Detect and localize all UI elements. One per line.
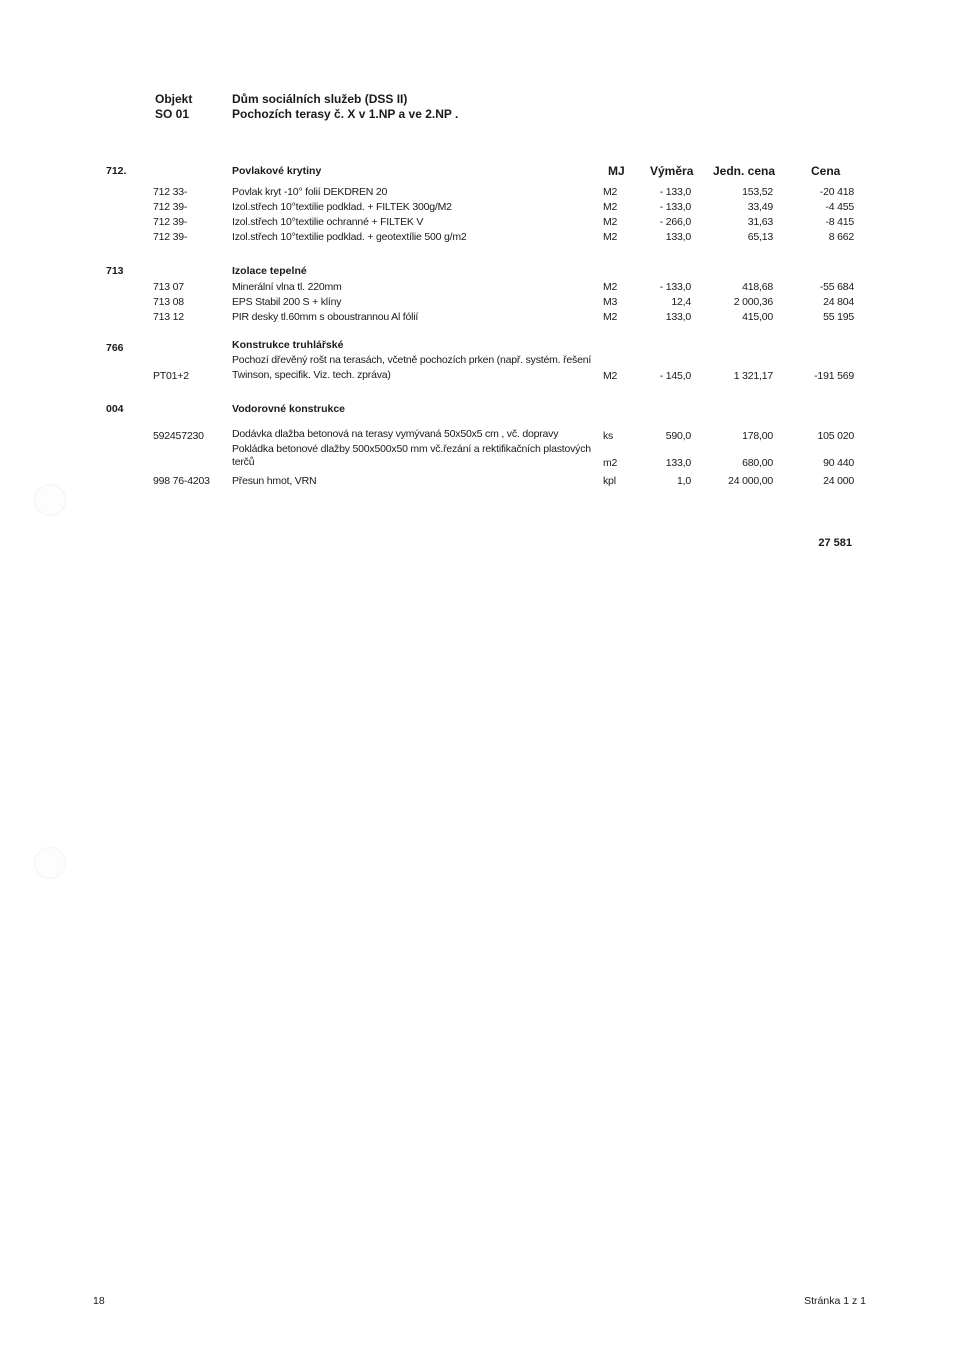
item-description: Minerální vlna tl. 220mm: [232, 281, 342, 293]
item-price: 55 195: [823, 311, 854, 323]
item-code: 712 39-: [153, 216, 188, 228]
section-code: 004: [106, 403, 124, 415]
item-unit: M2: [603, 311, 618, 323]
item-quantity: 1,0: [677, 475, 691, 487]
item-unit: kpl: [603, 475, 616, 487]
section-code: 713: [106, 265, 124, 277]
item-unit-price: 153,52: [742, 186, 773, 198]
item-unit-price: 24 000,00: [728, 475, 773, 487]
item-description: Dodávka dlažba betonová na terasy vymývaná 50x50x5 cm , vč. dopravy: [232, 428, 559, 440]
item-unit-price: 1 321,17: [733, 370, 773, 382]
item-code: 712 39-: [153, 231, 188, 243]
item-quantity: 12,4: [671, 296, 691, 308]
object-label: Objekt: [155, 92, 193, 106]
item-unit: M2: [603, 216, 618, 228]
item-quantity: - 133,0: [659, 186, 691, 198]
section-title: Konstrukce truhlářské: [232, 339, 344, 351]
item-quantity: 133,0: [665, 311, 691, 323]
punch-hole-bottom: [34, 847, 66, 879]
item-quantity: 590,0: [665, 430, 691, 442]
object-code: SO 01: [155, 107, 190, 121]
col-unit-header: MJ: [608, 164, 625, 178]
item-unit-price: 31,63: [747, 216, 773, 228]
item-unit: M2: [603, 201, 618, 213]
item-unit-price: 33,49: [747, 201, 773, 213]
item-quantity: 133,0: [665, 231, 691, 243]
item-code: 713 07: [153, 281, 184, 293]
item-description: Twinson, specifik. Viz. tech. zpráva): [232, 369, 391, 381]
item-quantity: - 145,0: [659, 370, 691, 382]
item-description: PIR desky tl.60mm s oboustrannou Al fólií: [232, 311, 419, 323]
item-description: Povlak kryt -10° folií DEKDREN 20: [232, 186, 388, 198]
item-unit: M2: [603, 231, 618, 243]
page-number: 18: [93, 1295, 105, 1307]
section-title: Izolace tepelné: [232, 265, 307, 277]
document-subtitle: Pochozích terasy č. X v 1.NP a ve 2.NP .: [232, 107, 459, 121]
section-title: Povlakové krytiny: [232, 165, 322, 177]
item-unit: m2: [603, 457, 618, 469]
item-description: EPS Stabil 200 S + klíny: [232, 296, 342, 308]
item-unit-price: 178,00: [742, 430, 773, 442]
item-description: Izol.střech 10°textilie ochranné + FILTEK V: [232, 216, 424, 228]
item-code: 592457230: [153, 430, 204, 442]
item-price: 8 662: [828, 231, 854, 243]
item-code: PT01+2: [153, 370, 189, 382]
item-unit: M2: [603, 186, 618, 198]
item-unit-price: 418,68: [742, 281, 773, 293]
item-price: 105 020: [817, 430, 854, 442]
item-price: -20 418: [819, 186, 854, 198]
item-unit: M2: [603, 281, 618, 293]
item-quantity: - 266,0: [659, 216, 691, 228]
item-code: 713 12: [153, 311, 184, 323]
item-description: Pochozí dřevěný rošt na terasách, včetně pochozích prken (např. systém. řešení: [232, 354, 592, 366]
item-quantity: - 133,0: [659, 281, 691, 293]
item-unit: ks: [603, 430, 614, 442]
col-quantity-header: Výměra: [650, 164, 694, 178]
item-description: Izol.střech 10°textilie podklad. + geotextílie 500 g/m2: [232, 231, 467, 243]
item-price: -191 569: [814, 370, 854, 382]
item-price: -8 415: [825, 216, 854, 228]
item-code: 998 76-4203: [153, 475, 210, 487]
section-code: 766: [106, 342, 124, 354]
item-description: Pokládka betonové dlažby 500x500x50 mm vč.řezání a rektifikačních plastových: [232, 443, 591, 455]
grand-total: 27 581: [818, 537, 852, 549]
item-description: terčů: [232, 456, 255, 468]
item-unit: M3: [603, 296, 618, 308]
punch-hole-top: [34, 484, 66, 516]
item-price: 24 000: [823, 475, 854, 487]
document-title: Dům sociálních služeb (DSS II): [232, 92, 408, 106]
item-quantity: - 133,0: [659, 201, 691, 213]
item-quantity: 133,0: [665, 457, 691, 469]
section-title: Vodorovné konstrukce: [232, 403, 345, 415]
item-code: 712 33-: [153, 186, 188, 198]
item-price: -4 455: [825, 201, 854, 213]
item-code: 713 08: [153, 296, 184, 308]
item-code: 712 39-: [153, 201, 188, 213]
item-description: Izol.střech 10°textilie podklad. + FILTEK 300g/M2: [232, 201, 452, 213]
item-unit-price: 415,00: [742, 311, 773, 323]
item-price: 24 804: [823, 296, 854, 308]
col-unit-price-header: Jedn. cena: [713, 164, 776, 178]
col-price-header: Cena: [811, 164, 841, 178]
section-code: 712.: [106, 165, 127, 177]
item-unit-price: 680,00: [742, 457, 773, 469]
page-count-label: Stránka 1 z 1: [804, 1295, 866, 1307]
item-description: Přesun hmot, VRN: [232, 475, 317, 487]
item-unit-price: 65,13: [747, 231, 773, 243]
item-price: 90 440: [823, 457, 854, 469]
item-price: -55 684: [819, 281, 854, 293]
item-unit-price: 2 000,36: [733, 296, 773, 308]
item-unit: M2: [603, 370, 618, 382]
